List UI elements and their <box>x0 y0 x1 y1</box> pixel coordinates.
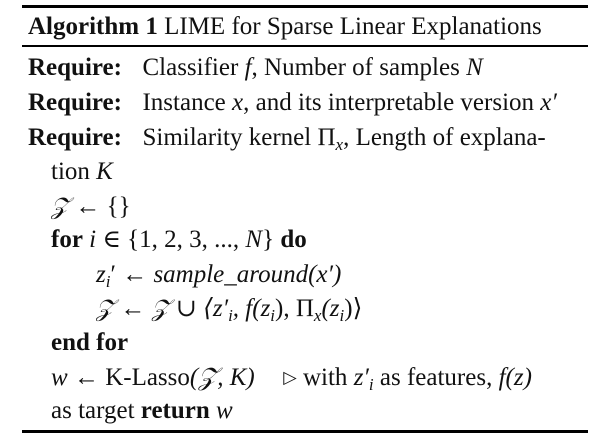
update-i2: i <box>270 305 276 325</box>
comment-fz: f(z) <box>498 364 532 392</box>
init-Z: 𝒵 <box>51 192 70 220</box>
algorithm-title: LIME for Sparse Linear Explanations <box>164 13 542 40</box>
sample-rest: ← sample_around(x′) <box>122 261 342 288</box>
for-line <box>51 225 307 255</box>
klasso-line <box>51 362 532 400</box>
require-1-text: Classifier <box>142 54 239 81</box>
update-x: x <box>313 305 322 325</box>
top-rule <box>22 5 588 8</box>
caption-rule <box>22 45 588 47</box>
comment-z-sub: i <box>368 374 374 394</box>
comment-text-b: as features, <box>379 364 493 392</box>
comment-text: with <box>302 364 348 392</box>
return-keyword: return <box>140 397 210 424</box>
for-close: } <box>262 226 275 253</box>
require-3-text-b: , Length of explana- <box>343 124 546 151</box>
for-set: ∈ {1, 2, 3, ..., <box>96 226 246 253</box>
end-for-keyword: end for <box>51 329 129 356</box>
require-3-pi-sub: x <box>335 134 344 154</box>
return-line <box>51 396 233 426</box>
sample-prime: ′ <box>110 261 116 288</box>
comment-triangle-icon: ▷ <box>283 367 297 387</box>
klasso-args: (𝒵, K) <box>189 364 255 392</box>
require-line-3 <box>28 123 546 160</box>
require-line-3-continued <box>51 157 113 187</box>
require-2-x: x <box>232 89 244 116</box>
sample-z: z <box>96 261 106 288</box>
require-3-cont: tion <box>51 158 90 185</box>
require-line-2 <box>28 88 557 118</box>
require-1-f: f <box>244 54 252 81</box>
update-mid: ← <box>114 295 152 322</box>
w-var: w <box>51 364 68 392</box>
algorithm-caption <box>28 12 542 42</box>
require-1-text-b: , Number of samples <box>251 54 460 81</box>
update-tail3: (z <box>321 295 340 322</box>
require-3-pi: Π <box>317 124 336 151</box>
require-2-x-prime: x′ <box>540 89 557 116</box>
return-w: w <box>216 397 233 424</box>
for-i: i <box>89 226 97 253</box>
update-rest: ∪ ⟨z′ <box>169 295 229 322</box>
require-line-1 <box>28 53 483 83</box>
for-N: N <box>245 226 263 253</box>
comment-z: z′ <box>353 364 369 392</box>
update-close: )⟩ <box>344 295 363 322</box>
require-3-text: Similarity kernel <box>142 124 312 151</box>
update-line <box>96 293 362 331</box>
init-line <box>51 191 131 222</box>
update-Z: 𝒵 <box>96 294 115 322</box>
w-arrow: ← <box>67 364 106 392</box>
as-target: as target <box>51 397 135 424</box>
require-keyword: Require: <box>28 89 122 116</box>
require-2-text-b: , and its interpretable version <box>243 89 535 116</box>
update-tail2: ), Π <box>275 295 314 322</box>
require-2-text: Instance <box>142 89 226 116</box>
require-3-K: K <box>96 158 113 185</box>
do-keyword: do <box>280 226 307 253</box>
update-i3: i <box>339 305 345 325</box>
init-rest: ← {} <box>69 193 131 220</box>
require-keyword: Require: <box>28 54 122 81</box>
require-1-N: N <box>466 54 483 81</box>
bottom-rule <box>22 430 588 433</box>
algorithm-label: Algorithm 1 <box>28 13 158 40</box>
sample-line <box>96 260 341 297</box>
update-Z2: 𝒵 <box>151 294 170 322</box>
update-tail: , f(z <box>232 295 271 322</box>
update-i: i <box>228 305 233 325</box>
require-keyword: Require: <box>28 124 122 151</box>
for-keyword: for <box>51 226 83 253</box>
end-for-line <box>51 328 128 358</box>
klasso: K-Lasso <box>105 364 190 392</box>
sample-z-sub: i <box>105 271 111 291</box>
